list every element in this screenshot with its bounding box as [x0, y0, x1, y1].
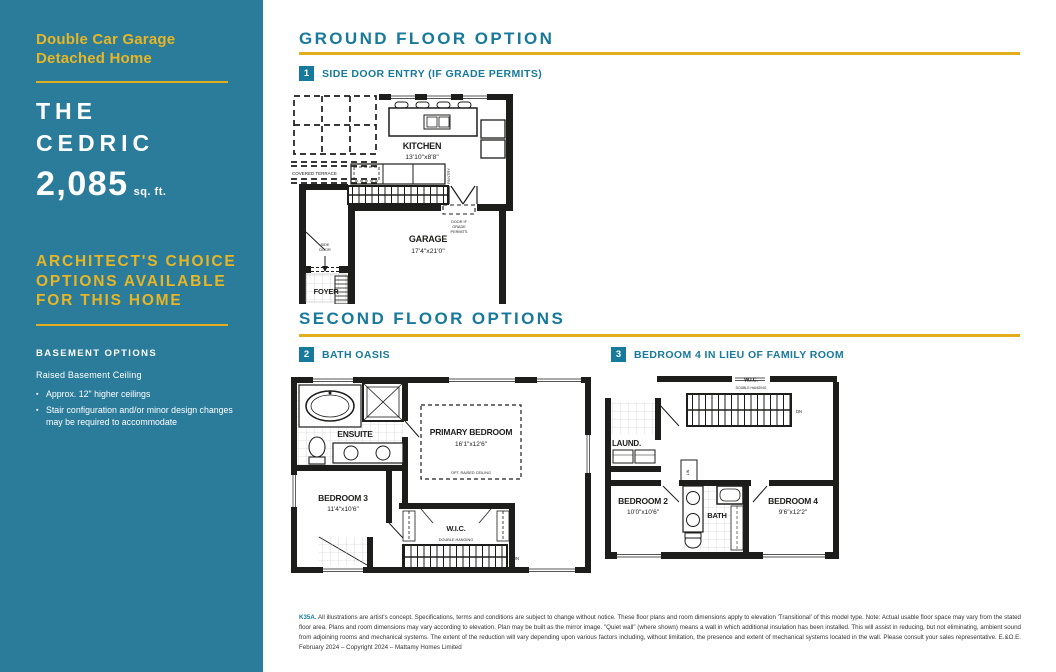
side-door-note-2: GRADE: [452, 225, 466, 229]
option-1-label: SIDE DOOR ENTRY (IF GRADE PERMITS): [322, 67, 543, 80]
bath-label: BATH: [707, 511, 727, 520]
sqft-unit: sq. ft.: [133, 186, 167, 198]
bedroom2-dims: 10'0"x10'6": [626, 509, 660, 516]
laundry-label: LAUND.: [612, 439, 642, 448]
bedroom3-closet: [319, 537, 367, 565]
bedroom3-label: BEDROOM 3: [318, 493, 368, 503]
wic4-label: W.I.C.: [744, 377, 758, 384]
arch-line3: FOR THIS HOME: [36, 292, 183, 309]
ensuite-vanity: [333, 443, 403, 463]
bedroom4-label: BEDROOM 4: [768, 496, 818, 506]
wic-hanging-note: DOUBLE HANGING: [438, 538, 474, 542]
garage-dims: 17'4"x21'0": [411, 248, 445, 255]
sqft-value: 2,085: [36, 165, 129, 203]
garage-label: GARAGE: [408, 234, 448, 244]
model-name: [36, 95, 245, 159]
wic-label: W.I.C.: [446, 524, 466, 533]
terrace-label: COVERED TERRACE: [292, 171, 337, 176]
option-3-row: [611, 347, 844, 362]
basement-bullets: [36, 389, 241, 429]
option-3-badge: 3: [611, 347, 626, 362]
option-3-label: BEDROOM 4 IN LIEU OF FAMILY ROOM: [634, 348, 844, 361]
kitchen-island: [389, 102, 477, 136]
home-type-line1: Double Car Garage: [36, 31, 176, 48]
basement-subheading: Raised Basement Ceiling: [36, 369, 142, 380]
quiet-wall-note: QUIET WALL: [402, 477, 406, 501]
home-type-subtitle: [36, 30, 245, 68]
bedroom4-dims: 9'6"x12'2": [778, 509, 808, 516]
ground-floor-plan: [291, 92, 521, 304]
pantry-label: PANTRY: [446, 168, 451, 184]
side-door-note-3: PERMITS: [450, 230, 468, 234]
arch-line2: OPTIONS AVAILABLE: [36, 272, 227, 290]
model-name-line2: CEDRIC: [36, 130, 155, 156]
plan2-dn-label: DN: [513, 556, 520, 561]
option-2-label: BATH OASIS: [322, 348, 390, 361]
arch-line1: ARCHITECT'S CHOICE: [36, 253, 237, 270]
ensuite-shower: [363, 383, 403, 421]
gold-rule-second: [299, 334, 1020, 337]
kitchen-windows: [391, 94, 487, 100]
basement-options-heading: BASEMENT OPTIONS: [36, 347, 158, 359]
foyer-note-2: DOOR: [319, 248, 331, 252]
basement-bullet-2: ▪ Stair configuration and/or minor design changes may be required to accommodate: [36, 405, 241, 428]
primary-bedroom-label: PRIMARY BEDROOM: [429, 427, 513, 437]
wic4-hanging-note: DOUBLE HANGING: [735, 386, 767, 390]
bedroom4-plan: [605, 372, 840, 597]
fridge: [481, 120, 505, 158]
option-1-badge: 1: [299, 66, 314, 81]
disclaimer-body: All illustrations are artist's concept. Specifications, terms and conditions are subject to change without notice. These floor plans and room dimensions apply to elevation 'Transitional' of this model type. Note: Actual usable floor space may vary from the stated floor area. Plans and room dimensions may vary according to elevation. Plan may be built as the mirror image. "Quiet wall" (where shown) means a wall in which additional insulation has been installed. This will assist in reducing, but not eliminating, ambient sound from adjoining rooms and mechanical systems. The extent of the reduction will vary depending upon various factors including, without limitation, the presence and extent of mechanical systems located in the wall. Please consult your sales representative. E.&O.E. February 2024 – Copyright 2024 – Mattamy Homes Limited: [299, 614, 1021, 651]
kitchen-dims: 13'10"x8'8": [405, 154, 439, 161]
ensuite-toilet: [309, 437, 325, 464]
model-name-line1: THE: [36, 98, 97, 124]
foyer-note-1: SIDE: [320, 243, 330, 247]
option-2-row: [299, 347, 390, 362]
gold-divider: [36, 324, 228, 326]
plan3-dn-label: DN: [796, 409, 803, 414]
foyer-label: FOYER: [313, 287, 339, 296]
ground-floor-section-title: GROUND FLOOR OPTION: [299, 29, 555, 48]
optional-side-door: [443, 205, 475, 214]
sidebar: [0, 0, 263, 672]
laundry-door: [659, 404, 679, 426]
square-footage: [36, 165, 245, 204]
basement-bullet-1: ▪ Approx. 12" higher ceilings: [36, 389, 241, 401]
terrace-outline: [291, 96, 379, 183]
washer-dryer: [613, 450, 655, 463]
kitchen-label: KITCHEN: [402, 141, 442, 151]
bedroom2-label: BEDROOM 2: [618, 496, 668, 506]
linen-label: LIN.: [686, 468, 690, 476]
bath-oasis-plan: [291, 377, 591, 597]
option-1-row: [299, 66, 542, 81]
architects-choice-heading: [36, 252, 245, 311]
primary-bedroom-dims: 16'1"x12'6": [454, 441, 488, 448]
gold-divider: [36, 81, 228, 83]
side-door-note-1: DOOR IF: [451, 220, 467, 224]
opt-ceiling-note: OPT. RAISED CEILING: [451, 471, 491, 475]
bedroom3-dims: 11'4"x10'6": [327, 506, 359, 513]
option-2-badge: 2: [299, 347, 314, 362]
home-type-line2: Detached Home: [36, 50, 152, 67]
side-steps: [449, 186, 477, 204]
laundry-floor: [611, 402, 659, 434]
kitchen-counter: [351, 164, 445, 184]
gold-rule-ground: [299, 52, 1020, 55]
disclaimer-code: K35A.: [299, 614, 317, 622]
ensuite-label: ENSUITE: [337, 429, 373, 439]
ensuite-tub: [299, 385, 361, 427]
second-floor-section-title: SECOND FLOOR OPTIONS: [299, 309, 566, 328]
disclaimer: [299, 613, 1021, 653]
